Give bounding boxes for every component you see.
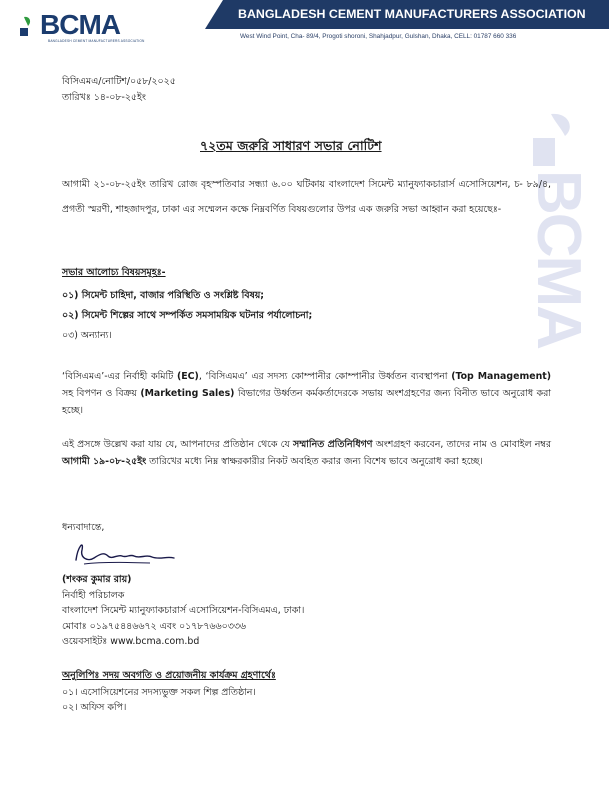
attendance-request	[62, 368, 551, 419]
closing-salutation: ধন্যবাদান্তে,	[62, 522, 105, 533]
text: সহ বিপণন ও বিক্রয়	[62, 388, 141, 399]
agenda-item: ০২) সিমেন্ট শিল্পের সাথে সম্পর্কিত সমসাময়িক ঘটনার পর্যালোচনা;	[62, 310, 313, 321]
signatory-organization: বাংলাদেশ সিমেন্ট ম্যানুফ্যাকচারার্স এসোসিয়েশন-বিসিএমএ, ঢাকা।	[62, 605, 305, 617]
signatory-block	[62, 572, 304, 650]
logo-subtext: BANGLADESH CEMENT MANUFACTURERS ASSOCIATION	[48, 39, 145, 43]
organization-name: BANGLADESH CEMENT MANUFACTURERS ASSOCIATION	[238, 7, 586, 21]
text: এই প্রসঙ্গে উল্লেখ করা যায় যে, আপনাদের প্রতিষ্ঠান থেকে যে	[62, 439, 294, 450]
bold-text: (Top Management)	[451, 371, 552, 382]
organization-address: West Wind Point, Cha- 89/4, Progoti shoroni, Shahjadpur, Gulshan, Dhaka, CELL: 01787 660 336	[240, 33, 517, 40]
notice-title: ৭২তম জরুরি সাধারণ সভার নোটিশ	[200, 138, 382, 153]
copy-item: ০২। অফিস কপি।	[62, 702, 127, 713]
bold-text: (Marketing Sales)	[140, 388, 235, 399]
meeting-announcement: আগামী ২১-০৮-২৫ইং তারিখ রোজ বৃহস্পতিবার সন্ধ্যা ৬.০০ ঘটিকায় বাংলাদেশ সিমেন্ট ম্যানুফ্যাকচারার্স এসোসিয়েশন, চ- ৮৯/৪, প্রগতী স্মরণী, শাহজাদপুর, ঢাকা এর সম্মেলন কক্ষে নিম্নবর্ণিত বিষয়গুলোর উপর এক জরুরি সভা আহ্বান করা হয়েছেঃ-	[62, 179, 551, 215]
bold-text: সম্মানিত প্রতিনিধিগণ	[293, 439, 373, 450]
signatory-name: (শংকর কুমার রায়)	[62, 574, 132, 585]
signatory-website: ওয়েবসাইটঃ www.bcma.com.bd	[62, 636, 200, 648]
bcma-watermark	[521, 110, 591, 410]
representative-request	[62, 436, 551, 470]
logo-text: BCMA	[40, 9, 120, 40]
signatory-designation: নির্বাহী পরিচালক	[62, 589, 125, 601]
text: , ‘বিসিএমএ’ এর সদস্য কোম্পানীর কোম্পানীর উর্ধ্বতন ব্যবস্থাপনা	[198, 371, 452, 382]
copy-heading: অনুলিপিঃ সদয় অবগতি ও প্রয়োজনীয় কার্যক্রম গ্রহণার্থেঃ	[62, 670, 276, 681]
notice-date: তারিখঃ ১৪-০৮-২৫ইং	[62, 92, 146, 103]
copy-item: ০১। এসোসিয়েশনের সদস্যভুক্ত সকল শিল্প প্রতিষ্ঠান।	[62, 687, 256, 698]
handwritten-signature	[70, 532, 180, 572]
agenda-item: ০৩) অন্যান্য।	[62, 330, 112, 341]
text: তারিখের মধ্যে নিম্ন স্বাক্ষরকারীর নিকট অবহিত করার জন্য বিশেষ ভাবে অনুরোধ করা হচ্ছে।	[146, 456, 483, 467]
agenda-list	[62, 286, 542, 346]
watermark-text: BCMA	[524, 170, 593, 348]
text: বিভাগের উর্ধ্বতন কর্মকর্তাদেরকে সভায় অংশগ্রহণের জন্য বিনীত ভাবে অনুরোধ করা হচ্ছে।	[62, 388, 551, 416]
signatory-mobile: মোবাঃ ০১৯৭৫৪৪৬৬৭২ এবং ০১৭৮৭৬৬০৩৩৬	[62, 620, 247, 632]
logo-mark-icon	[18, 14, 42, 38]
copy-list	[62, 685, 256, 715]
text: অংশগ্রহণ করবেন, তাদের নাম ও মোবাইল নম্বর	[372, 439, 551, 450]
watermark-leaf-icon	[525, 110, 585, 170]
agenda-heading: সভার আলোচ্য বিষয়সমূহঃ-	[62, 267, 166, 278]
text: ‘বিসিএমএ’-এর নির্বাহী কমিটি	[62, 371, 177, 382]
bold-text: (EC)	[176, 371, 199, 382]
reference-number: বিসিএমএ/নোটিশ/০৫৮/২০২৫	[62, 76, 176, 87]
bcma-logo	[18, 9, 158, 43]
agenda-item: ০১) সিমেন্ট চাহিদা, বাজার পরিস্থিতি ও সংশ্লিষ্ট বিষয়;	[62, 290, 265, 301]
bold-text: আগামী ১৯-০৮-২৫ইং	[62, 456, 147, 467]
